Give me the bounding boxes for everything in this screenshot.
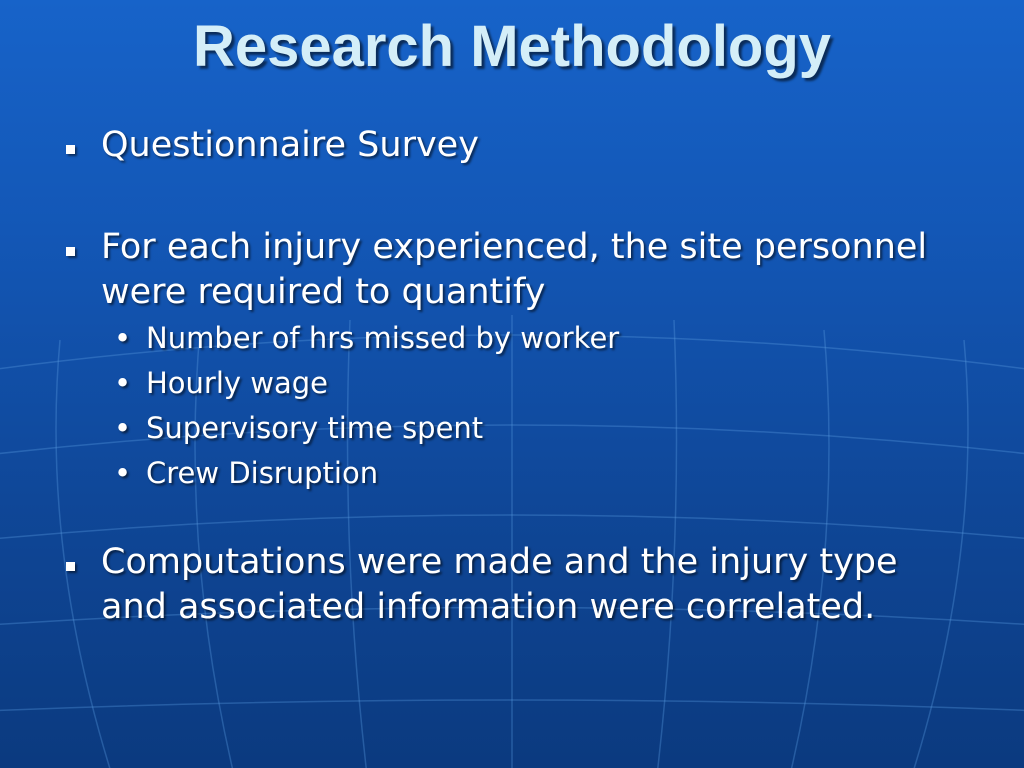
sub-bullet-list <box>114 316 962 496</box>
square-bullet-icon <box>66 247 75 256</box>
sub-bullet-text: Crew Disruption <box>146 456 379 490</box>
sub-bullet-item <box>114 451 962 496</box>
dot-bullet-icon: • <box>114 456 132 490</box>
sub-bullet-item <box>114 316 962 361</box>
sub-bullet-item <box>114 406 962 451</box>
square-bullet-icon <box>66 562 75 571</box>
sub-bullet-text: Number of hrs missed by worker <box>146 321 620 355</box>
dot-bullet-icon: • <box>114 411 132 445</box>
bullet-text: Questionnaire Survey <box>101 125 479 165</box>
bullet-item <box>62 123 962 168</box>
slide-title: Research Methodology <box>192 14 832 79</box>
dot-bullet-icon: • <box>114 366 132 400</box>
bullet-text: Computations were made and the injury type and associated information were correlated. <box>101 542 898 627</box>
sub-bullet-text: Hourly wage <box>146 366 329 400</box>
sub-bullet-text: Supervisory time spent <box>146 411 484 445</box>
square-bullet-icon <box>66 145 75 154</box>
bullet-list <box>62 120 962 630</box>
bullet-item <box>62 225 962 315</box>
bullet-text: For each injury experienced, the site personnel were required to quantify <box>101 227 928 312</box>
sub-bullet-item <box>114 361 962 406</box>
bullet-item <box>62 540 962 630</box>
dot-bullet-icon: • <box>114 321 132 355</box>
